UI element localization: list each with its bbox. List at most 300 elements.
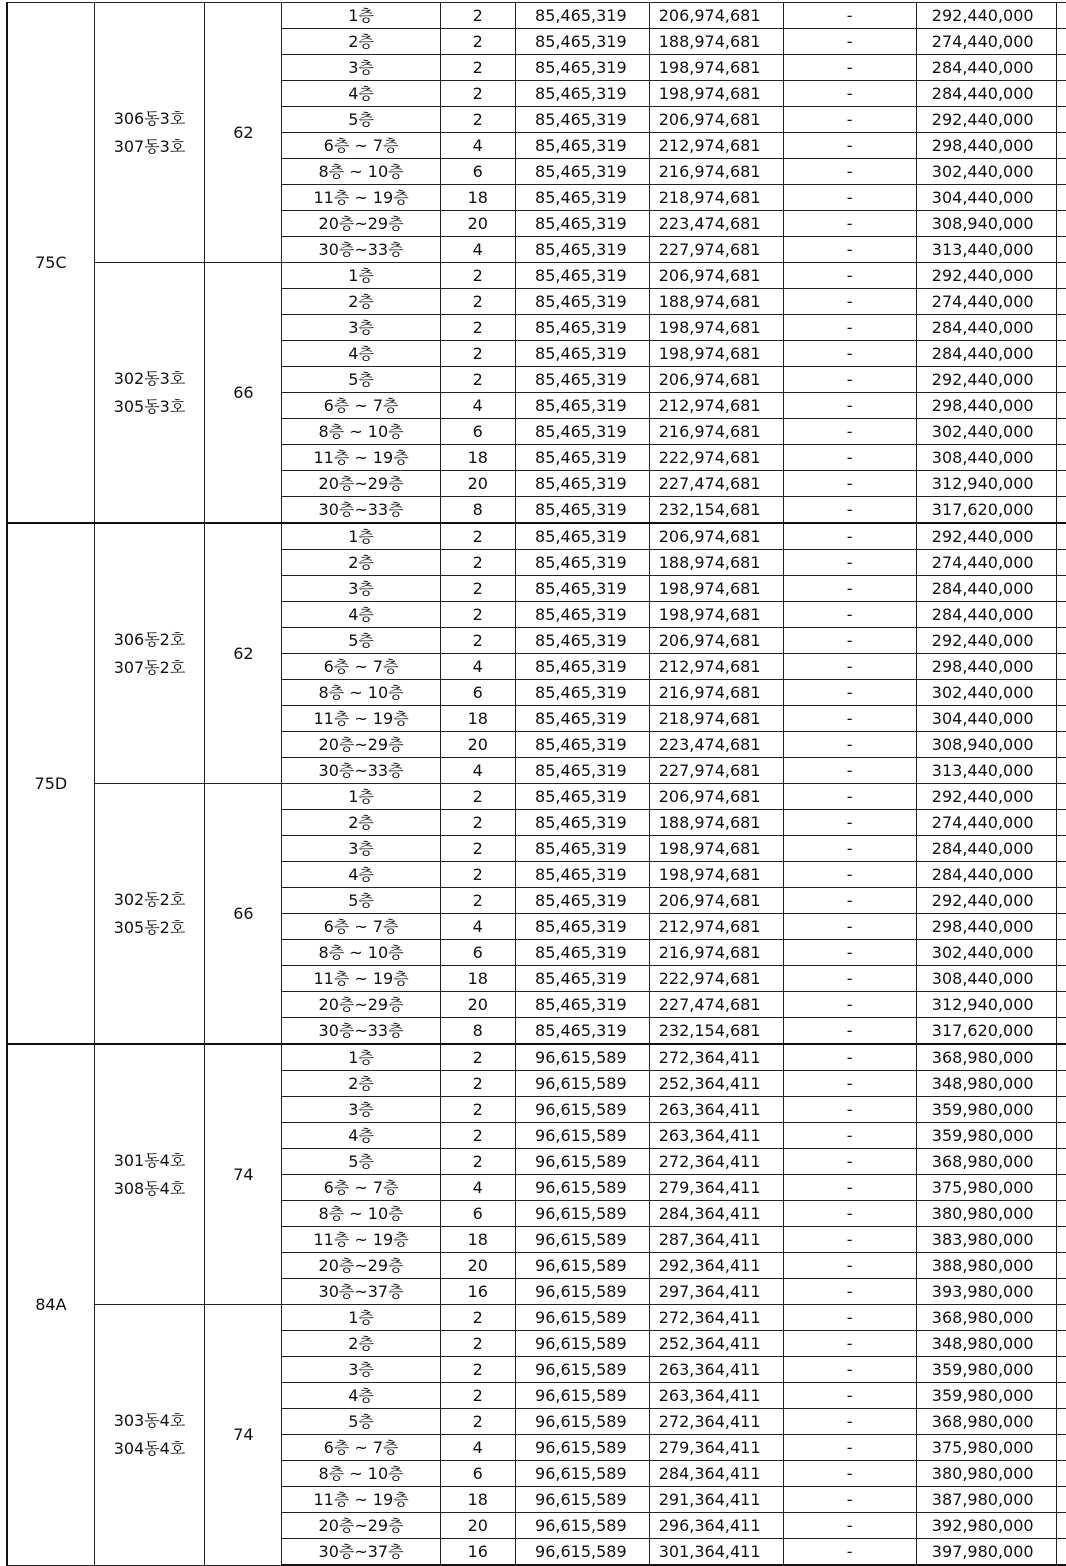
- land-price-cell: 85,465,319: [515, 81, 649, 107]
- floor-cell: 30층~33층: [282, 237, 440, 263]
- land-price-cell: 85,465,319: [515, 3, 649, 29]
- land-price-cell: 85,465,319: [515, 888, 649, 914]
- vat-cell: -: [783, 55, 916, 81]
- land-price-cell: 96,615,589: [515, 1487, 649, 1513]
- floor-cell: 6층 ~ 7층: [282, 393, 440, 419]
- building-price-cell: 263,364,411: [649, 1357, 783, 1383]
- unit-count-cell: 6: [440, 680, 515, 706]
- total-price-cell: 298,440,000: [916, 133, 1056, 159]
- building-price-cell: 222,974,681: [649, 445, 783, 471]
- land-price-cell: 85,465,319: [515, 341, 649, 367]
- cropped-column-cell: [1056, 1279, 1066, 1305]
- floor-cell: 5층: [282, 628, 440, 654]
- unit-count-cell: 18: [440, 445, 515, 471]
- floor-cell: 6층 ~ 7층: [282, 914, 440, 940]
- table-row: [7, 1305, 1066, 1331]
- land-price-cell: 96,615,589: [515, 1305, 649, 1331]
- land-price-cell: 96,615,589: [515, 1044, 649, 1071]
- land-price-cell: 85,465,319: [515, 107, 649, 133]
- cropped-column-cell: [1056, 107, 1066, 133]
- unit-count-cell: 2: [440, 1357, 515, 1383]
- floor-cell: 8층 ~ 10층: [282, 419, 440, 445]
- land-price-cell: 85,465,319: [515, 654, 649, 680]
- building-price-cell: 291,364,411: [649, 1487, 783, 1513]
- building-unit-label: 307동3호: [113, 136, 186, 156]
- building-price-cell: 227,474,681: [649, 992, 783, 1018]
- cropped-column-cell: [1056, 1409, 1066, 1435]
- floor-cell: 20층~29층: [282, 732, 440, 758]
- land-price-cell: 85,465,319: [515, 706, 649, 732]
- building-unit-label: 302동2호: [113, 889, 186, 909]
- building-unit-label: 302동3호: [113, 368, 186, 388]
- building-unit-cell: [94, 3, 204, 263]
- floor-cell: 8층 ~ 10층: [282, 940, 440, 966]
- land-price-cell: 85,465,319: [515, 471, 649, 497]
- building-price-cell: 287,364,411: [649, 1227, 783, 1253]
- total-price-cell: 284,440,000: [916, 55, 1056, 81]
- land-price-cell: 85,465,319: [515, 367, 649, 393]
- cropped-column-cell: [1056, 1044, 1066, 1071]
- cropped-column-cell: [1056, 185, 1066, 211]
- floor-cell: 4층: [282, 862, 440, 888]
- cropped-column-cell: [1056, 1305, 1066, 1331]
- vat-cell: -: [783, 992, 916, 1018]
- building-price-cell: 223,474,681: [649, 211, 783, 237]
- building-price-cell: 198,974,681: [649, 602, 783, 628]
- land-price-cell: 85,465,319: [515, 862, 649, 888]
- vat-cell: -: [783, 1305, 916, 1331]
- cropped-column-cell: [1056, 1175, 1066, 1201]
- building-unit-cell: [94, 523, 204, 784]
- building-price-cell: 263,364,411: [649, 1097, 783, 1123]
- unit-count-cell: 4: [440, 237, 515, 263]
- household-count-cell: 74: [205, 1044, 282, 1305]
- unit-count-cell: 2: [440, 1409, 515, 1435]
- land-price-cell: 85,465,319: [515, 315, 649, 341]
- total-price-cell: 359,980,000: [916, 1097, 1056, 1123]
- household-count-cell: 74: [205, 1305, 282, 1566]
- building-price-cell: 188,974,681: [649, 29, 783, 55]
- total-price-cell: 359,980,000: [916, 1357, 1056, 1383]
- land-price-cell: 85,465,319: [515, 237, 649, 263]
- land-price-cell: 85,465,319: [515, 497, 649, 524]
- cropped-column-cell: [1056, 654, 1066, 680]
- vat-cell: -: [783, 1539, 916, 1566]
- total-price-cell: 284,440,000: [916, 341, 1056, 367]
- total-price-cell: 317,620,000: [916, 497, 1056, 524]
- total-price-cell: 274,440,000: [916, 550, 1056, 576]
- vat-cell: -: [783, 185, 916, 211]
- land-price-cell: 85,465,319: [515, 289, 649, 315]
- vat-cell: -: [783, 289, 916, 315]
- floor-cell: 2층: [282, 1331, 440, 1357]
- cropped-column-cell: [1056, 1539, 1066, 1566]
- vat-cell: -: [783, 29, 916, 55]
- building-unit-label: 308동4호: [113, 1178, 186, 1198]
- building-unit-label: 303동4호: [113, 1410, 186, 1430]
- floor-cell: 2층: [282, 29, 440, 55]
- building-price-cell: 206,974,681: [649, 263, 783, 289]
- floor-cell: 3층: [282, 1357, 440, 1383]
- total-price-cell: 308,440,000: [916, 966, 1056, 992]
- land-price-cell: 85,465,319: [515, 523, 649, 550]
- building-price-cell: 216,974,681: [649, 940, 783, 966]
- unit-type-cell: 75D: [7, 523, 94, 1044]
- vat-cell: -: [783, 602, 916, 628]
- total-price-cell: 368,980,000: [916, 1305, 1056, 1331]
- floor-cell: 6층 ~ 7층: [282, 654, 440, 680]
- building-price-cell: 216,974,681: [649, 419, 783, 445]
- building-unit-cell: [94, 784, 204, 1045]
- building-price-cell: 232,154,681: [649, 1018, 783, 1045]
- floor-cell: 11층 ~ 19층: [282, 445, 440, 471]
- total-price-cell: 284,440,000: [916, 81, 1056, 107]
- unit-count-cell: 4: [440, 133, 515, 159]
- land-price-cell: 96,615,589: [515, 1435, 649, 1461]
- cropped-column-cell: [1056, 1018, 1066, 1045]
- unit-count-cell: 18: [440, 1227, 515, 1253]
- land-price-cell: 96,615,589: [515, 1331, 649, 1357]
- building-price-cell: 188,974,681: [649, 550, 783, 576]
- total-price-cell: 284,440,000: [916, 315, 1056, 341]
- total-price-cell: 274,440,000: [916, 810, 1056, 836]
- unit-count-cell: 2: [440, 810, 515, 836]
- unit-count-cell: 2: [440, 263, 515, 289]
- floor-cell: 8층 ~ 10층: [282, 1461, 440, 1487]
- cropped-column-cell: [1056, 810, 1066, 836]
- total-price-cell: 393,980,000: [916, 1279, 1056, 1305]
- land-price-cell: 96,615,589: [515, 1227, 649, 1253]
- cropped-column-cell: [1056, 628, 1066, 654]
- floor-cell: 1층: [282, 1044, 440, 1071]
- unit-count-cell: 20: [440, 992, 515, 1018]
- land-price-cell: 96,615,589: [515, 1175, 649, 1201]
- vat-cell: -: [783, 3, 916, 29]
- unit-count-cell: 2: [440, 576, 515, 602]
- building-price-cell: 206,974,681: [649, 367, 783, 393]
- vat-cell: -: [783, 1409, 916, 1435]
- total-price-cell: 308,940,000: [916, 732, 1056, 758]
- building-price-cell: 292,364,411: [649, 1253, 783, 1279]
- total-price-cell: 312,940,000: [916, 471, 1056, 497]
- land-price-cell: 96,615,589: [515, 1539, 649, 1566]
- cropped-column-cell: [1056, 862, 1066, 888]
- cropped-column-cell: [1056, 1201, 1066, 1227]
- cropped-column-cell: [1056, 784, 1066, 810]
- total-price-cell: 302,440,000: [916, 419, 1056, 445]
- cropped-column-cell: [1056, 29, 1066, 55]
- floor-cell: 8층 ~ 10층: [282, 680, 440, 706]
- vat-cell: -: [783, 628, 916, 654]
- vat-cell: -: [783, 1357, 916, 1383]
- building-unit-label: 301동4호: [113, 1150, 186, 1170]
- unit-count-cell: 2: [440, 784, 515, 810]
- vat-cell: -: [783, 315, 916, 341]
- total-price-cell: 312,940,000: [916, 992, 1056, 1018]
- unit-count-cell: 2: [440, 862, 515, 888]
- cropped-column-cell: [1056, 497, 1066, 524]
- vat-cell: -: [783, 758, 916, 784]
- floor-cell: 6층 ~ 7층: [282, 1175, 440, 1201]
- unit-count-cell: 16: [440, 1279, 515, 1305]
- building-price-cell: 212,974,681: [649, 393, 783, 419]
- vat-cell: -: [783, 940, 916, 966]
- unit-count-cell: 2: [440, 628, 515, 654]
- total-price-cell: 368,980,000: [916, 1044, 1056, 1071]
- floor-cell: 2층: [282, 550, 440, 576]
- land-price-cell: 96,615,589: [515, 1149, 649, 1175]
- building-price-cell: 216,974,681: [649, 159, 783, 185]
- table-row: [7, 784, 1066, 810]
- cropped-column-cell: [1056, 550, 1066, 576]
- building-price-cell: 198,974,681: [649, 315, 783, 341]
- unit-count-cell: 18: [440, 1487, 515, 1513]
- building-price-cell: 252,364,411: [649, 1071, 783, 1097]
- floor-cell: 2층: [282, 1071, 440, 1097]
- building-unit-label: 304동4호: [113, 1438, 186, 1458]
- cropped-column-cell: [1056, 1487, 1066, 1513]
- land-price-cell: 96,615,589: [515, 1097, 649, 1123]
- floor-cell: 30층~33층: [282, 497, 440, 524]
- floor-cell: 20층~29층: [282, 1513, 440, 1539]
- building-price-cell: 272,364,411: [649, 1149, 783, 1175]
- vat-cell: -: [783, 706, 916, 732]
- cropped-column-cell: [1056, 576, 1066, 602]
- floor-cell: 6층 ~ 7층: [282, 1435, 440, 1461]
- vat-cell: -: [783, 654, 916, 680]
- building-price-cell: 263,364,411: [649, 1123, 783, 1149]
- total-price-cell: 308,940,000: [916, 211, 1056, 237]
- land-price-cell: 85,465,319: [515, 940, 649, 966]
- total-price-cell: 387,980,000: [916, 1487, 1056, 1513]
- vat-cell: -: [783, 1331, 916, 1357]
- land-price-cell: 85,465,319: [515, 758, 649, 784]
- total-price-cell: 359,980,000: [916, 1383, 1056, 1409]
- vat-cell: -: [783, 732, 916, 758]
- unit-count-cell: 2: [440, 1044, 515, 1071]
- total-price-cell: 304,440,000: [916, 706, 1056, 732]
- unit-count-cell: 20: [440, 1513, 515, 1539]
- building-price-cell: 188,974,681: [649, 289, 783, 315]
- land-price-cell: 85,465,319: [515, 419, 649, 445]
- table-row: [7, 263, 1066, 289]
- cropped-column-cell: [1056, 966, 1066, 992]
- floor-cell: 5층: [282, 888, 440, 914]
- cropped-column-cell: [1056, 471, 1066, 497]
- unit-type-cell: 84A: [7, 1044, 94, 1565]
- cropped-column-cell: [1056, 758, 1066, 784]
- building-price-cell: 223,474,681: [649, 732, 783, 758]
- building-price-cell: 206,974,681: [649, 888, 783, 914]
- cropped-column-cell: [1056, 289, 1066, 315]
- floor-cell: 5층: [282, 1149, 440, 1175]
- floor-cell: 2층: [282, 810, 440, 836]
- building-price-cell: 198,974,681: [649, 341, 783, 367]
- vat-cell: -: [783, 1175, 916, 1201]
- unit-count-cell: 2: [440, 55, 515, 81]
- total-price-cell: 317,620,000: [916, 1018, 1056, 1045]
- unit-count-cell: 4: [440, 1175, 515, 1201]
- floor-cell: 1층: [282, 784, 440, 810]
- floor-cell: 1층: [282, 1305, 440, 1331]
- unit-count-cell: 4: [440, 1435, 515, 1461]
- cropped-column-cell: [1056, 445, 1066, 471]
- building-price-cell: 272,364,411: [649, 1044, 783, 1071]
- vat-cell: -: [783, 784, 916, 810]
- unit-count-cell: 8: [440, 497, 515, 524]
- building-unit-label: 305동2호: [113, 917, 186, 937]
- total-price-cell: 274,440,000: [916, 289, 1056, 315]
- land-price-cell: 96,615,589: [515, 1409, 649, 1435]
- land-price-cell: 96,615,589: [515, 1383, 649, 1409]
- floor-cell: 11층 ~ 19층: [282, 966, 440, 992]
- vat-cell: -: [783, 107, 916, 133]
- table-row: [7, 523, 1066, 550]
- building-price-cell: 232,154,681: [649, 497, 783, 524]
- total-price-cell: 284,440,000: [916, 836, 1056, 862]
- floor-cell: 3층: [282, 836, 440, 862]
- floor-cell: 5층: [282, 107, 440, 133]
- unit-type-cell: 75C: [7, 3, 94, 524]
- land-price-cell: 85,465,319: [515, 992, 649, 1018]
- vat-cell: -: [783, 1044, 916, 1071]
- total-price-cell: 302,440,000: [916, 159, 1056, 185]
- land-price-cell: 85,465,319: [515, 602, 649, 628]
- floor-cell: 11층 ~ 19층: [282, 185, 440, 211]
- land-price-cell: 85,465,319: [515, 680, 649, 706]
- cropped-column-cell: [1056, 1331, 1066, 1357]
- cropped-column-cell: [1056, 680, 1066, 706]
- building-price-cell: 198,974,681: [649, 55, 783, 81]
- cropped-column-cell: [1056, 1357, 1066, 1383]
- floor-cell: 20층~29층: [282, 211, 440, 237]
- unit-count-cell: 4: [440, 654, 515, 680]
- floor-cell: 3층: [282, 315, 440, 341]
- cropped-column-cell: [1056, 1123, 1066, 1149]
- land-price-cell: 85,465,319: [515, 263, 649, 289]
- floor-cell: 20층~29층: [282, 1253, 440, 1279]
- building-price-cell: 198,974,681: [649, 576, 783, 602]
- unit-count-cell: 2: [440, 29, 515, 55]
- floor-cell: 1층: [282, 3, 440, 29]
- unit-count-cell: 6: [440, 940, 515, 966]
- unit-count-cell: 4: [440, 393, 515, 419]
- floor-cell: 30층~33층: [282, 1018, 440, 1045]
- unit-count-cell: 8: [440, 1018, 515, 1045]
- cropped-column-cell: [1056, 159, 1066, 185]
- total-price-cell: 348,980,000: [916, 1071, 1056, 1097]
- floor-cell: 3층: [282, 1097, 440, 1123]
- total-price-cell: 292,440,000: [916, 263, 1056, 289]
- building-price-cell: 212,974,681: [649, 133, 783, 159]
- building-unit-cell: [94, 1044, 204, 1305]
- unit-count-cell: 2: [440, 1331, 515, 1357]
- building-unit-label: 307동2호: [113, 657, 186, 677]
- land-price-cell: 85,465,319: [515, 732, 649, 758]
- building-price-cell: 198,974,681: [649, 81, 783, 107]
- building-price-cell: 272,364,411: [649, 1409, 783, 1435]
- cropped-column-cell: [1056, 1253, 1066, 1279]
- land-price-cell: 85,465,319: [515, 159, 649, 185]
- total-price-cell: 284,440,000: [916, 862, 1056, 888]
- total-price-cell: 359,980,000: [916, 1123, 1056, 1149]
- vat-cell: -: [783, 836, 916, 862]
- building-price-cell: 198,974,681: [649, 836, 783, 862]
- vat-cell: -: [783, 1279, 916, 1305]
- vat-cell: -: [783, 1461, 916, 1487]
- vat-cell: -: [783, 914, 916, 940]
- vat-cell: -: [783, 237, 916, 263]
- cropped-column-cell: [1056, 81, 1066, 107]
- land-price-cell: 85,465,319: [515, 576, 649, 602]
- unit-count-cell: 18: [440, 185, 515, 211]
- total-price-cell: 383,980,000: [916, 1227, 1056, 1253]
- building-price-cell: 272,364,411: [649, 1305, 783, 1331]
- floor-cell: 30층~37층: [282, 1279, 440, 1305]
- building-price-cell: 279,364,411: [649, 1435, 783, 1461]
- vat-cell: -: [783, 550, 916, 576]
- total-price-cell: 348,980,000: [916, 1331, 1056, 1357]
- floor-cell: 30층~33층: [282, 758, 440, 784]
- unit-count-cell: 18: [440, 966, 515, 992]
- total-price-cell: 313,440,000: [916, 758, 1056, 784]
- unit-count-cell: 2: [440, 315, 515, 341]
- floor-cell: 2층: [282, 289, 440, 315]
- vat-cell: -: [783, 81, 916, 107]
- building-price-cell: 206,974,681: [649, 3, 783, 29]
- cropped-column-cell: [1056, 1513, 1066, 1539]
- land-price-cell: 85,465,319: [515, 836, 649, 862]
- building-price-cell: 227,474,681: [649, 471, 783, 497]
- cropped-column-cell: [1056, 1383, 1066, 1409]
- vat-cell: -: [783, 159, 916, 185]
- land-price-cell: 96,615,589: [515, 1513, 649, 1539]
- building-unit-label: 305동3호: [113, 396, 186, 416]
- total-price-cell: 380,980,000: [916, 1201, 1056, 1227]
- building-price-cell: 227,974,681: [649, 758, 783, 784]
- household-count-cell: 66: [205, 263, 282, 524]
- land-price-cell: 85,465,319: [515, 550, 649, 576]
- building-unit-label: 306동3호: [113, 108, 186, 128]
- total-price-cell: 368,980,000: [916, 1409, 1056, 1435]
- land-price-cell: 85,465,319: [515, 55, 649, 81]
- cropped-column-cell: [1056, 602, 1066, 628]
- land-price-cell: 85,465,319: [515, 445, 649, 471]
- cropped-column-cell: [1056, 706, 1066, 732]
- cropped-column-cell: [1056, 341, 1066, 367]
- cropped-column-cell: [1056, 914, 1066, 940]
- cropped-column-cell: [1056, 133, 1066, 159]
- land-price-cell: 96,615,589: [515, 1123, 649, 1149]
- unit-count-cell: 6: [440, 419, 515, 445]
- floor-cell: 5층: [282, 1409, 440, 1435]
- total-price-cell: 292,440,000: [916, 3, 1056, 29]
- land-price-cell: 85,465,319: [515, 784, 649, 810]
- land-price-cell: 85,465,319: [515, 914, 649, 940]
- total-price-cell: 292,440,000: [916, 784, 1056, 810]
- cropped-column-cell: [1056, 315, 1066, 341]
- unit-count-cell: 6: [440, 1201, 515, 1227]
- unit-count-cell: 20: [440, 1253, 515, 1279]
- building-price-cell: 216,974,681: [649, 680, 783, 706]
- vat-cell: -: [783, 1227, 916, 1253]
- cropped-column-cell: [1056, 263, 1066, 289]
- land-price-cell: 85,465,319: [515, 29, 649, 55]
- vat-cell: -: [783, 1253, 916, 1279]
- unit-count-cell: 4: [440, 758, 515, 784]
- unit-count-cell: 2: [440, 289, 515, 315]
- cropped-column-cell: [1056, 888, 1066, 914]
